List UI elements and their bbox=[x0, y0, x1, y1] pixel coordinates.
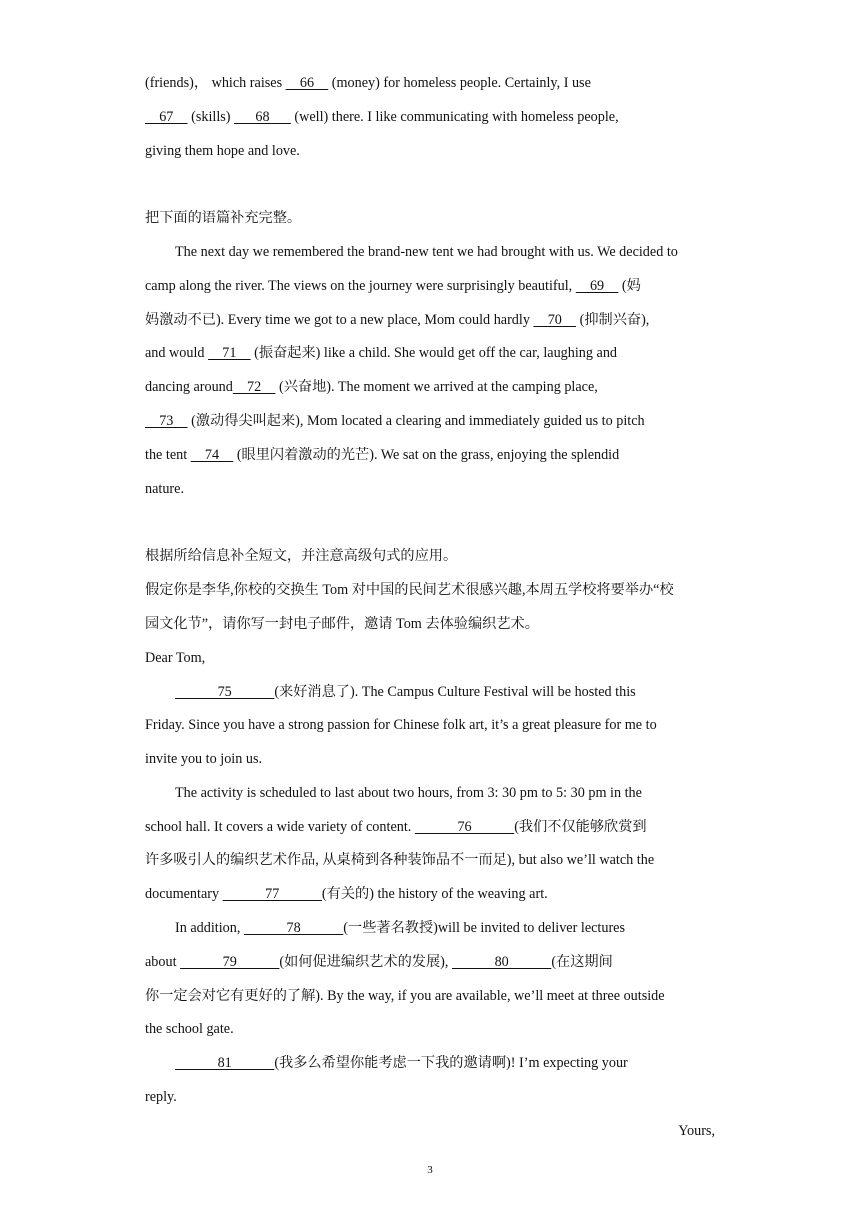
text-line bbox=[175, 682, 636, 702]
blank-67: 67 bbox=[145, 109, 188, 125]
blank-80: 80 bbox=[452, 954, 552, 970]
text-run: (我多么希望你能考虑一下我的邀请啊)! I’m expecting your bbox=[274, 1055, 628, 1071]
text-run: dancing around bbox=[145, 379, 233, 395]
text-run: school hall. It covers a wide variety of content. bbox=[145, 819, 415, 835]
text-run: (来好消息了). The Campus Culture Festival will be hosted this bbox=[274, 684, 636, 700]
text-line: nature. bbox=[145, 481, 184, 497]
text-run: (振奋起来) like a child. She would get off the car, laughing and bbox=[250, 345, 618, 361]
text-line bbox=[175, 918, 625, 938]
text-line: invite you to join us. bbox=[145, 751, 263, 767]
text-run: (skills) bbox=[187, 109, 235, 125]
blank-81: 81 bbox=[175, 1055, 275, 1071]
text-line bbox=[145, 377, 598, 397]
prompt-line: 假定你是李华,你校的交换生 Tom 对中国的民间艺术很感兴趣,本周五学校将要举办“校 bbox=[145, 582, 674, 598]
text-run: (我们不仅能够欣赏到 bbox=[514, 819, 647, 835]
text-run: (妈 bbox=[618, 278, 641, 294]
text-line bbox=[145, 310, 649, 330]
text-run: (有关的) the history of the weaving art. bbox=[321, 886, 548, 902]
text-line bbox=[145, 884, 548, 904]
text-run: 许多吸引人的编织艺术作品, 从桌椅到各种装饰品不一而足), but also we’ll watch the bbox=[145, 852, 655, 868]
blank-79: 79 bbox=[180, 954, 280, 970]
text-line bbox=[145, 343, 617, 363]
blank-74: 74 bbox=[190, 447, 234, 463]
text-run: (在这期间 bbox=[551, 954, 613, 970]
text-line bbox=[145, 952, 613, 972]
text-run: about bbox=[145, 954, 181, 970]
blank-77: 77 bbox=[222, 886, 322, 902]
blank-69: 69 bbox=[575, 278, 619, 294]
prompt-line: 园文化节”，请你写一封电子邮件，邀请 Tom 去体验编织艺术。 bbox=[145, 616, 539, 632]
text-line bbox=[145, 107, 619, 127]
text-run: (激动得尖叫起来), Mom located a clearing and immediately guided us to pitch bbox=[187, 413, 645, 429]
blank-78: 78 bbox=[243, 920, 344, 936]
blank-72: 72 bbox=[232, 379, 276, 395]
text-line bbox=[145, 276, 641, 296]
section-heading: 根据所给信息补全短文，并注意高级句式的应用。 bbox=[145, 548, 458, 564]
blank-71: 71 bbox=[208, 345, 251, 361]
section-heading: 把下面的语篇补充完整。 bbox=[145, 210, 302, 226]
text-line: reply. bbox=[145, 1089, 177, 1105]
text-line bbox=[145, 445, 619, 465]
blank-75: 75 bbox=[175, 684, 275, 700]
text-line bbox=[145, 411, 645, 431]
text-run: 妈激动不已). Every time we got to a new place, Mom could hardly bbox=[145, 312, 534, 328]
letter-greeting: Dear Tom, bbox=[145, 650, 206, 666]
text-line: The next day we remembered the brand-new tent we had brought with us. We decided to bbox=[175, 244, 678, 260]
blank-76: 76 bbox=[414, 819, 515, 835]
text-run: (一些著名教授)will be invited to deliver lectures bbox=[343, 920, 625, 936]
blank-66: 66 bbox=[285, 75, 329, 91]
text-run: (friends)， which raises bbox=[145, 75, 286, 91]
blank-68: 68 bbox=[234, 109, 291, 125]
text-line bbox=[145, 817, 647, 837]
text-line: the school gate. bbox=[145, 1021, 234, 1037]
text-line bbox=[145, 850, 654, 870]
text-run: and would bbox=[145, 345, 209, 361]
text-run: (兴奋地). The moment we arrived at the camping place, bbox=[275, 379, 598, 395]
text-run: documentary bbox=[145, 886, 223, 902]
page-number: 3 bbox=[427, 1164, 433, 1176]
text-line: 你一定会对它有更好的了解). By the way, if you are available, we’ll meet at three outside bbox=[145, 988, 665, 1004]
text-line bbox=[145, 73, 591, 93]
text-run: (眼里闪着激动的光芒). We sat on the grass, enjoying the splendid bbox=[233, 447, 620, 463]
text-run: (money) for homeless people. Certainly, I use bbox=[328, 75, 591, 91]
blank-73: 73 bbox=[145, 413, 188, 429]
text-run: (抑制兴奋), bbox=[576, 312, 650, 328]
text-line: Friday. Since you have a strong passion for Chinese folk art, it’s a great pleasure for me to bbox=[145, 717, 657, 733]
text-line: giving them hope and love. bbox=[145, 143, 300, 159]
text-line: The activity is scheduled to last about two hours, from 3: 30 pm to 5: 30 pm in the bbox=[175, 785, 642, 801]
text-run: camp along the river. The views on the journey were surprisingly beautiful, bbox=[145, 278, 576, 294]
text-line bbox=[175, 1053, 628, 1073]
text-run: the tent bbox=[145, 447, 191, 463]
text-run: In addition, bbox=[175, 920, 244, 936]
text-run: (如何促进编织艺术的发展), bbox=[279, 954, 452, 970]
letter-closing: Yours, bbox=[678, 1123, 715, 1139]
blank-70: 70 bbox=[533, 312, 577, 328]
text-run: (well) there. I like communicating with homeless people, bbox=[290, 109, 619, 125]
